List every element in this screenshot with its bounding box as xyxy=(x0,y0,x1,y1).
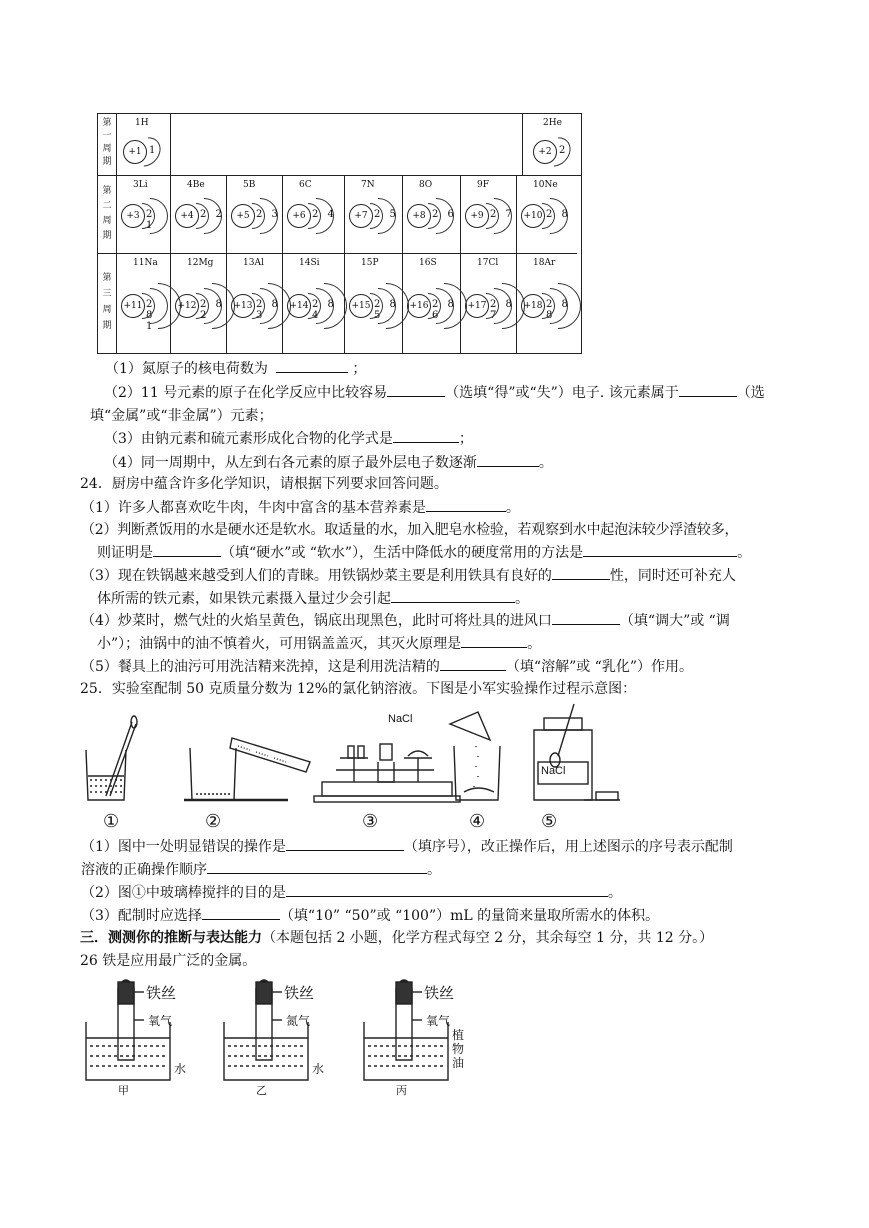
electron-config: 2 5 xyxy=(374,209,399,220)
period-label-1: 第 一 周 期 xyxy=(98,114,117,176)
element-symbol: 2He xyxy=(543,118,562,128)
iron-rust-figure xyxy=(80,972,480,1097)
pour-water-figure xyxy=(184,738,310,800)
nucleus: +3 xyxy=(121,204,145,228)
answer-blank[interactable] xyxy=(393,428,459,443)
q24-3-end: 。 xyxy=(515,591,529,607)
q24-2-text-c: （填“硬水”或 “软水”），生活中降低水的硬度常用的方法是 xyxy=(221,545,584,561)
electron-config: 2 8 2 xyxy=(200,299,225,321)
period-label-2: 第 二 周 期 xyxy=(98,176,117,254)
element-symbol: 18Ar xyxy=(533,258,556,268)
element-symbol: 7N xyxy=(361,180,375,190)
element-symbol: 11Na xyxy=(133,258,158,268)
q25-3-text-b: （填“10” “50”或 “100”）mL 的量筒来量取所需水的体积。 xyxy=(279,908,660,924)
periodic-table xyxy=(97,113,582,354)
pour-solid-figure xyxy=(450,712,500,800)
stirring-beaker-figure xyxy=(86,716,137,800)
q25-1-text-b: （填序号），改正操作后，用上述图示的序号表示配制 xyxy=(403,839,733,855)
gas-label: 氧气 xyxy=(426,1014,451,1028)
q23-2-text-b: （选填“得”或“失”）电子. 该元素属于 xyxy=(445,385,679,401)
q24-part2: （2）判断煮饭用的水是硬水还是软水。取适量的水，加入肥皂水检验，若观察到水中起泡沫较少浮渣较多， xyxy=(81,522,739,538)
element-cell xyxy=(227,176,283,254)
element-symbol: 17Cl xyxy=(477,258,499,268)
q25-part3 xyxy=(81,905,659,926)
element-cell xyxy=(461,176,517,254)
answer-blank[interactable] xyxy=(286,836,404,851)
section3-title: 三．测测你的推断与表达能力 xyxy=(80,930,262,946)
q24-4-text-b: （填“调大”或 “调 xyxy=(619,613,730,629)
element-cell xyxy=(227,254,283,353)
q24-3-text-b: 性，同时还可补充人 xyxy=(609,568,736,584)
answer-blank[interactable] xyxy=(477,452,539,467)
q24-part2-cont xyxy=(97,542,751,563)
answer-blank[interactable] xyxy=(391,588,515,603)
element-cell xyxy=(345,176,403,254)
electron-config: 2 8 4 xyxy=(312,299,337,321)
nucleus: +14 xyxy=(287,294,311,318)
q25-2-end: 。 xyxy=(607,885,622,901)
nucleus: +11 xyxy=(121,294,145,318)
q23-2-text-c: （选 xyxy=(736,385,765,401)
electron-config: 2 1 xyxy=(146,209,156,231)
electron-config: 2 8 7 xyxy=(490,299,515,321)
q24-2-end: 。 xyxy=(737,545,752,561)
nucleus: +13 xyxy=(231,294,255,318)
element-symbol: 13Al xyxy=(243,258,264,268)
element-symbol: 12Mg xyxy=(187,258,214,268)
q24-part5 xyxy=(81,656,693,677)
q24-part4-cont xyxy=(97,633,541,654)
q24-3-text-c: 体所需的铁元素，如果铁元素摄入量过少会引起 xyxy=(97,591,391,607)
q24-4-text: （4）炒菜时，燃气灶的火焰呈黄色，锅底出现黑色，此时可将灶具的进风口 xyxy=(81,613,552,629)
period-label-3: 第 三 周 期 xyxy=(98,254,117,353)
nacl-label-bottle: NaCl xyxy=(541,765,566,777)
electron-config: 2 6 xyxy=(432,209,457,220)
nucleus: +18 xyxy=(521,294,545,318)
element-symbol: 16S xyxy=(419,258,437,268)
blank-region xyxy=(171,114,523,176)
nucleus: +1 xyxy=(123,140,147,164)
answer-blank[interactable] xyxy=(207,859,427,874)
liquid-label: 水 xyxy=(174,1062,187,1076)
answer-blank[interactable] xyxy=(276,358,348,373)
q23-part1 xyxy=(105,358,366,379)
element-symbol: 8O xyxy=(419,180,433,190)
electron-config: 2 2 xyxy=(200,209,225,220)
answer-blank[interactable] xyxy=(202,905,280,920)
element-symbol: 14Si xyxy=(299,258,320,268)
q24-2-text-b: 则证明是 xyxy=(97,545,153,561)
q25-1-text-c: 溶液的正确操作顺序 xyxy=(81,862,207,878)
q24-4-text-c: 小”）；油锅中的油不慎着火，可用锅盖盖灭，其灭火原理是 xyxy=(97,636,462,652)
nucleus: +10 xyxy=(521,204,545,228)
nucleus: +6 xyxy=(287,204,311,228)
element-symbol: 4Be xyxy=(187,180,205,190)
element-cell xyxy=(117,254,171,353)
answer-blank[interactable] xyxy=(552,565,610,580)
reagent-bottle-figure xyxy=(534,704,620,800)
answer-blank[interactable] xyxy=(387,382,445,397)
answer-blank[interactable] xyxy=(461,633,527,648)
electron-config: 2 7 xyxy=(490,209,515,220)
nucleus: +16 xyxy=(407,294,431,318)
q23-part2-cont: 填“金属”或“非金属”）元素； xyxy=(90,408,273,424)
element-symbol: 9F xyxy=(477,180,489,190)
liquid-label: 植物油 xyxy=(452,1028,465,1070)
element-cell xyxy=(171,254,227,353)
q24-part4 xyxy=(81,610,730,631)
electron-shell xyxy=(125,131,166,172)
q23-part4 xyxy=(104,452,553,473)
answer-blank[interactable] xyxy=(552,610,620,625)
liquid-label: 水 xyxy=(312,1062,325,1076)
section3-heading xyxy=(80,928,713,948)
electron-config: 2 8 6 xyxy=(432,299,457,321)
nucleus: +8 xyxy=(407,204,431,228)
q25-1-text: （1）图中一处明显错误的操作是 xyxy=(81,839,286,855)
q24-5-text-b: （填“溶解”或 “乳化”）作用。 xyxy=(505,659,693,675)
element-cell xyxy=(403,176,461,254)
electron-config: 2 8 5 xyxy=(374,299,399,321)
electron-config: 2 8 1 xyxy=(146,299,156,332)
nucleus: +4 xyxy=(175,204,199,228)
electron-config: 2 8 3 xyxy=(256,299,281,321)
fig-label-2: ② xyxy=(205,811,222,832)
nucleus: +12 xyxy=(175,294,199,318)
element-cell xyxy=(117,176,171,254)
q24-4-end: 。 xyxy=(527,636,542,652)
element-cell xyxy=(523,114,581,176)
q24-title: 24．厨房中蕴含许多化学知识，请根据下列要求回答问题。 xyxy=(80,476,448,492)
q25-title: 25．实验室配制 50 克质量分数为 12%的氯化钠溶液。下图是小军实验操作过程示意图： xyxy=(80,681,637,697)
element-symbol: 15P xyxy=(361,258,379,268)
element-symbol: 6C xyxy=(299,180,312,190)
nucleus: +9 xyxy=(465,204,489,228)
section3-note: （本题包括 2 小题，化学方程式每空 2 分，其余每空 1 分，共 12 分。） xyxy=(262,930,714,946)
nucleus: +15 xyxy=(349,294,373,318)
q25-part2 xyxy=(81,882,622,903)
q24-part3-cont xyxy=(97,588,529,609)
q23-4-end: 。 xyxy=(538,455,553,471)
q25-part1 xyxy=(81,836,733,857)
electron-config: 2 4 xyxy=(312,209,337,220)
tube-name-label: 丙 xyxy=(396,1084,407,1097)
element-symbol: 10Ne xyxy=(533,180,558,190)
q24-1-text: （1）许多人都喜欢吃牛肉，牛肉中富含的基本营养素是 xyxy=(81,500,426,516)
answer-blank[interactable] xyxy=(153,542,221,557)
q25-1-end: 。 xyxy=(427,862,441,878)
element-cell xyxy=(171,176,227,254)
element-symbol: 5B xyxy=(243,180,256,190)
element-cell xyxy=(345,254,403,353)
q26-title: 26 铁是应用最广泛的金属。 xyxy=(80,953,257,969)
nacl-label-balance: NaCl xyxy=(388,713,413,725)
nucleus: +17 xyxy=(465,294,489,318)
nucleus: +2 xyxy=(533,140,557,164)
fig-label-1: ① xyxy=(103,811,120,832)
tube-name-label: 甲 xyxy=(118,1084,129,1097)
gas-label: 氮气 xyxy=(286,1014,311,1028)
answer-blank[interactable] xyxy=(679,382,737,397)
electron-config: 2 8 xyxy=(546,209,571,220)
q23-1-text: （1）氮原子的核电荷数为 xyxy=(105,361,268,377)
q23-part2 xyxy=(104,382,765,403)
element-symbol: 3Li xyxy=(133,180,148,190)
answer-blank[interactable] xyxy=(286,882,608,897)
q23-3-text: （3）由钠元素和硫元素形成化合物的化学式是 xyxy=(104,431,393,447)
element-cell xyxy=(461,254,517,353)
fig-label-3: ③ xyxy=(362,811,379,832)
q23-3-end: ； xyxy=(458,431,473,447)
q24-part3 xyxy=(81,565,736,586)
electron-config: 2 3 xyxy=(256,209,281,220)
q24-part1 xyxy=(81,497,520,518)
element-cell xyxy=(117,114,171,176)
element-symbol: 1H xyxy=(135,118,149,128)
q25-part1-cont xyxy=(81,859,441,880)
wire-label: 铁丝 xyxy=(424,984,455,1002)
q23-1-end: ； xyxy=(352,361,367,377)
electron-config: 2 xyxy=(559,145,569,156)
electron-config: 2 8 8 xyxy=(546,299,571,321)
element-cell xyxy=(517,254,577,353)
answer-blank[interactable] xyxy=(426,497,506,512)
fig-label-4: ④ xyxy=(469,811,486,832)
q24-5-text: （5）餐具上的油污可用洗洁精来洗掉，这是利用洗洁精的 xyxy=(81,659,440,675)
nucleus: +7 xyxy=(349,204,373,228)
element-cell xyxy=(283,176,345,254)
q24-3-text: （3）现在铁锅越来越受到人们的青睐。用铁锅炒菜主要是利用铁具有良好的 xyxy=(81,568,552,584)
balance-figure xyxy=(314,744,460,802)
wire-label: 铁丝 xyxy=(284,984,315,1002)
q23-part3 xyxy=(104,428,473,449)
electron-shell xyxy=(535,131,576,172)
element-cell xyxy=(517,176,577,254)
q25-3-text: （3）配制时应选择 xyxy=(81,908,202,924)
nucleus: +5 xyxy=(231,204,255,228)
q23-4-text: （4）同一周期中，从左到右各元素的原子最外层电子数逐渐 xyxy=(104,455,477,471)
element-cell xyxy=(283,254,345,353)
q23-2-text: （2）11 号元素的原子在化学反应中比较容易 xyxy=(104,385,388,401)
fig-label-5: ⑤ xyxy=(541,811,558,832)
tube-name-label: 乙 xyxy=(256,1084,267,1097)
gas-label: 氧气 xyxy=(148,1014,173,1028)
answer-blank[interactable] xyxy=(440,656,506,671)
wire-label: 铁丝 xyxy=(146,984,177,1002)
q24-1-end: 。 xyxy=(505,500,520,516)
answer-blank[interactable] xyxy=(583,542,737,557)
q25-2-text: （2）图①中玻璃棒搅拌的目的是 xyxy=(81,885,286,901)
electron-config: 1 xyxy=(149,145,159,156)
element-cell xyxy=(403,254,461,353)
